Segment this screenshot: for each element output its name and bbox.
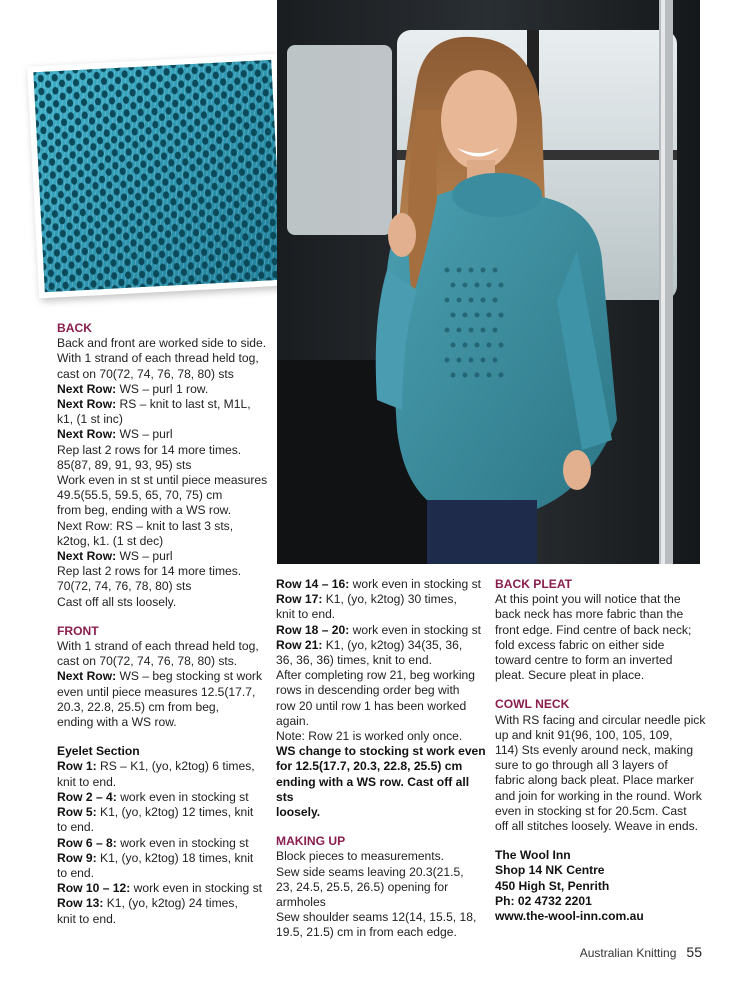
text-line: [276, 759, 486, 774]
text-line: [276, 623, 486, 638]
bold-label: Next Row:: [57, 669, 117, 684]
text-line: [57, 912, 272, 927]
text-line: [57, 564, 272, 579]
pattern-column-2: [276, 577, 486, 941]
line-text: With RS facing and circular needle pick: [495, 712, 706, 727]
text-line: [495, 819, 707, 834]
line-text: After completing row 21, beg working: [276, 668, 475, 683]
line-text: Rep last 2 rows for 14 more times.: [57, 442, 242, 457]
bold-label: Row 10 – 12:: [57, 881, 131, 896]
line-text: sure to go through all 3 layers of: [495, 758, 668, 773]
text-line: [276, 577, 486, 592]
text-line: [495, 668, 707, 683]
text-line: [57, 458, 272, 473]
line-text: Cast off all sts loosely.: [57, 594, 177, 609]
line-text: WS – purl: [116, 427, 173, 442]
text-line: [495, 653, 707, 668]
bold-label: Row 1:: [57, 759, 97, 774]
text-line: [57, 805, 272, 820]
text-line: [57, 367, 272, 382]
line-text: pleat. Secure pleat in place.: [495, 668, 645, 683]
back-instructions: [57, 336, 272, 610]
bold-label: for 12.5(17.7, 20.3, 22.8, 25.5) cm: [276, 759, 463, 774]
section-heading-eyelet: Eyelet Section: [57, 744, 140, 759]
text-line: [276, 775, 486, 805]
line-text: K1, (yo, k2tog) 18 times, knit: [96, 850, 254, 865]
text-line: [57, 654, 272, 669]
text-line: [57, 579, 272, 594]
line-text: 23, 24.5, 25.5, 26.5) opening for: [276, 879, 449, 894]
bold-label: Ph: 02 4732 2201: [495, 893, 592, 908]
line-text: k2tog, k1. (1 st dec): [57, 533, 164, 548]
text-line: [276, 683, 486, 698]
text-line: [57, 700, 272, 715]
text-line: [57, 503, 272, 518]
text-line: [276, 925, 486, 940]
bold-label: Row 17:: [276, 592, 323, 607]
text-line: [57, 881, 272, 896]
text-line: [57, 397, 272, 412]
back-pleat-instructions: [495, 592, 707, 683]
line-text: 70(72, 74, 76, 78, 80) sts: [57, 579, 192, 594]
section-heading-front: FRONT: [57, 623, 99, 638]
line-text: Back and front are worked side to side.: [57, 336, 267, 351]
text-line: [495, 804, 707, 819]
text-line: [57, 715, 272, 730]
bold-label: Row 13:: [57, 896, 104, 911]
line-text: Note: Row 21 is worked only once.: [276, 729, 463, 744]
text-line: [495, 848, 707, 863]
line-text: 20.3, 22.8, 25.5) cm from beg,: [57, 699, 220, 714]
line-text: K1, (yo, k2tog) 34(35, 36,: [322, 637, 463, 652]
line-text: At this point you will notice that the: [495, 592, 681, 607]
stitch-swatch-photo: [27, 54, 289, 299]
text-line: [495, 909, 707, 924]
bold-label: Next Row:: [57, 549, 117, 564]
line-text: Work even in st st until piece measures: [57, 473, 268, 488]
line-text: to end.: [57, 865, 94, 880]
line-text: off all stitches loosely. Weave in ends.: [495, 819, 699, 834]
line-text: Rep last 2 rows for 14 more times.: [57, 564, 242, 579]
section-heading-back: BACK: [57, 321, 92, 335]
text-line: [276, 699, 486, 714]
page-number: 55: [686, 944, 702, 960]
line-text: Next Row: RS – knit to last 3 sts,: [57, 518, 234, 533]
line-text: fabric along back pleat. Place marker: [495, 773, 694, 788]
line-text: ending with a WS row.: [57, 715, 177, 730]
model-photo: [277, 0, 700, 564]
bold-label: Next Row:: [57, 397, 117, 412]
line-text: WS – purl 1 row.: [116, 381, 209, 396]
bold-label: Shop 14 NK Centre: [495, 863, 605, 878]
line-text: 49.5(55.5, 59.5, 65, 70, 75) cm: [57, 488, 223, 503]
text-line: [495, 713, 707, 728]
line-text: RS – K1, (yo, k2tog) 6 times,: [96, 759, 255, 774]
text-line: [57, 336, 272, 351]
text-line: [495, 789, 707, 804]
text-line: [276, 895, 486, 910]
text-line: [57, 412, 272, 427]
bold-label: Next Row:: [57, 381, 117, 396]
model-illustration: [277, 0, 700, 564]
line-text: work even in stocking st: [116, 835, 249, 850]
text-line: [495, 607, 707, 622]
text-line: [495, 758, 707, 773]
bold-label: Next Row:: [57, 427, 117, 442]
cowl-neck-instructions: [495, 713, 707, 835]
text-line: [276, 744, 486, 759]
line-text: front edge. Find centre of back neck;: [495, 622, 692, 637]
bold-label: Row 6 – 8:: [57, 835, 117, 850]
line-text: K1, (yo, k2tog) 30 times,: [322, 592, 457, 607]
line-text: work even in stocking st: [349, 622, 482, 637]
text-line: [57, 639, 272, 654]
line-text: WS – beg stocking st work: [116, 669, 262, 684]
text-line: [276, 592, 486, 607]
eyelet-instructions: [57, 759, 272, 926]
line-text: 19.5, 21.5) cm in from each edge.: [276, 925, 457, 940]
line-text: again.: [276, 713, 309, 728]
line-text: knit to end.: [276, 607, 336, 622]
text-line: [57, 669, 272, 684]
line-text: k1, (1 st inc): [57, 412, 123, 427]
line-text: even until piece measures 12.5(17.7,: [57, 684, 256, 699]
line-text: work even in stocking st: [349, 577, 482, 591]
bold-label: Row 21:: [276, 637, 323, 652]
text-line: [57, 382, 272, 397]
line-text: RS – knit to last st, M1L,: [116, 397, 251, 412]
text-line: [57, 443, 272, 458]
eyelet-knit-texture: [33, 60, 282, 292]
line-text: work even in stocking st: [130, 881, 263, 896]
line-text: armholes: [276, 895, 326, 910]
pattern-column-1: [57, 321, 272, 927]
line-text: and join for working in the round. Work: [495, 788, 702, 803]
text-line: [57, 759, 272, 774]
line-text: to end.: [57, 820, 94, 835]
line-text: K1, (yo, k2tog) 24 times,: [103, 896, 238, 911]
bold-label: WS change to stocking st work even: [276, 744, 486, 759]
line-text: fold excess fabric on either side: [495, 637, 665, 652]
bold-label: ending with a WS row. Cast off all sts: [276, 774, 470, 804]
text-line: [57, 534, 272, 549]
magazine-name: Australian Knitting: [579, 946, 677, 960]
line-text: WS – purl: [116, 549, 173, 564]
section-heading-cowl-neck: COWL NECK: [495, 697, 570, 712]
pattern-column-3: [495, 577, 707, 924]
front-instructions: [57, 639, 272, 730]
bold-label: Row 9:: [57, 850, 97, 865]
text-line: [495, 623, 707, 638]
text-line: [276, 668, 486, 683]
text-line: [495, 863, 707, 878]
line-text: 85(87, 89, 91, 93, 95) sts: [57, 457, 192, 472]
line-text: even in stocking st for 20.5cm. Cast: [495, 803, 687, 818]
text-line: [57, 836, 272, 851]
line-text: cast on 70(72, 74, 76, 78, 80) sts.: [57, 654, 238, 669]
text-line: [276, 714, 486, 729]
text-line: [57, 595, 272, 610]
page-footer: [580, 944, 702, 960]
text-line: [276, 638, 486, 653]
line-text: With 1 strand of each thread held tog,: [57, 639, 259, 654]
line-text: 36, 36, 36) times, knit to end.: [276, 653, 432, 668]
text-line: [57, 790, 272, 805]
bold-label: Row 18 – 20:: [276, 622, 350, 637]
text-line: [57, 519, 272, 534]
line-text: knit to end.: [57, 774, 117, 789]
text-line: [57, 427, 272, 442]
line-text: K1, (yo, k2tog) 12 times, knit: [96, 805, 254, 820]
text-line: [276, 849, 486, 864]
line-text: With 1 strand of each thread held tog,: [57, 351, 259, 366]
bold-label: loosely.: [276, 805, 321, 820]
text-line: [57, 488, 272, 503]
text-line: [495, 638, 707, 653]
text-line: [276, 607, 486, 622]
text-line: [495, 743, 707, 758]
text-line: [276, 880, 486, 895]
text-line: [57, 866, 272, 881]
text-line: [495, 894, 707, 909]
text-line: [57, 685, 272, 700]
line-text: Sew shoulder seams 12(14, 15.5, 18,: [276, 910, 477, 925]
line-text: 114) Sts evenly around neck, making: [495, 743, 694, 758]
text-line: [276, 865, 486, 880]
line-text: rows in descending order beg with: [276, 683, 460, 698]
bold-label: Row 2 – 4:: [57, 789, 117, 804]
line-text: up and knit 91(96, 100, 105, 109,: [495, 727, 673, 742]
line-text: Block pieces to measurements.: [276, 849, 445, 864]
bold-label: Row 14 – 16:: [276, 577, 350, 591]
text-line: [276, 805, 486, 820]
line-text: row 20 until row 1 has been worked: [276, 698, 467, 713]
bold-label: Row 5:: [57, 805, 97, 820]
section-heading-back-pleat: BACK PLEAT: [495, 577, 573, 591]
line-text: Sew side seams leaving 20.3(21.5,: [276, 864, 464, 879]
text-line: [57, 820, 272, 835]
text-line: [276, 910, 486, 925]
line-text: from beg, ending with a WS row.: [57, 503, 232, 518]
text-line: [495, 879, 707, 894]
line-text: toward centre to form an inverted: [495, 653, 673, 668]
text-line: [276, 729, 486, 744]
text-line: [57, 896, 272, 911]
line-text: back neck has more fabric than the: [495, 607, 684, 622]
making-up-instructions: [276, 849, 486, 940]
stockist-address: [495, 848, 707, 924]
bold-label: www.the-wool-inn.com.au: [495, 909, 644, 924]
text-line: [57, 775, 272, 790]
text-line: [276, 653, 486, 668]
text-line: [495, 592, 707, 607]
line-text: knit to end.: [57, 911, 117, 926]
text-line: [57, 851, 272, 866]
text-line: [495, 773, 707, 788]
text-line: [57, 549, 272, 564]
bold-label: 450 High St, Penrith: [495, 878, 610, 893]
line-text: work even in stocking st: [116, 789, 249, 804]
text-line: [57, 473, 272, 488]
bold-label: The Wool Inn: [495, 848, 571, 863]
text-line: [57, 351, 272, 366]
eyelet-continued-instructions: [276, 577, 486, 820]
text-line: [495, 728, 707, 743]
section-heading-making-up: MAKING UP: [276, 834, 346, 849]
line-text: cast on 70(72, 74, 76, 78, 80) sts: [57, 366, 234, 381]
